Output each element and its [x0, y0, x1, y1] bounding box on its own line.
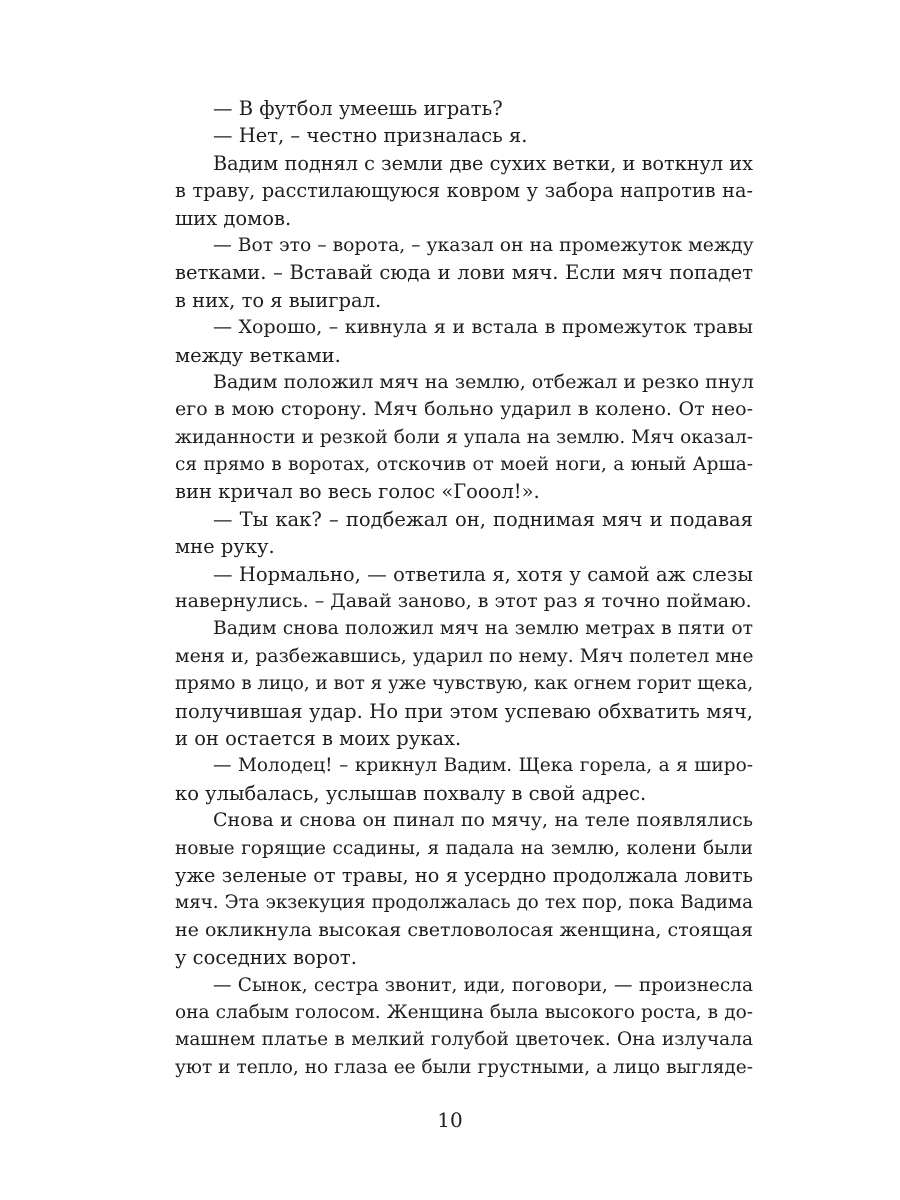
text-line: — Нет, – честно призналась я.: [213, 124, 528, 148]
text-line: Вадим положил мяч на землю, отбежал и резко пнул: [213, 370, 754, 393]
paragraph: [175, 561, 753, 616]
text-line: мне руку.: [175, 535, 275, 559]
paragraph: [175, 95, 753, 122]
page-body-text: [175, 95, 753, 1081]
paragraph: [175, 150, 753, 232]
text-line: в них, то я выиграл.: [175, 288, 382, 312]
text-line: новые горящие ссадины, я падала на землю, колени были: [175, 837, 753, 859]
paragraph: [175, 506, 753, 561]
paragraph: [175, 314, 753, 369]
text-line: прямо в лицо, и вот я уже чувствую, как огнем горит щека,: [175, 673, 754, 695]
paragraph: [175, 807, 753, 971]
paragraph: [175, 972, 753, 1082]
text-line: между ветками.: [175, 343, 341, 367]
text-line: Вадим снова положил мяч на землю метрах в пяти от: [213, 618, 753, 640]
text-line: Вадим поднял с земли две сухих ветки, и воткнул их: [213, 151, 753, 175]
text-line: у соседних ворот.: [175, 946, 357, 970]
text-line: уют и тепло, но глаза ее были грустными, а лицо выгляде-: [175, 1056, 753, 1078]
text-line: уже зеленые от травы, но я усердно продолжала ловить: [175, 863, 753, 887]
text-line: — Вот это – ворота, – указал он на промежуток между: [213, 234, 754, 256]
paragraph: [175, 752, 753, 807]
text-line: и он остается в моих руках.: [175, 726, 462, 750]
text-line: — Хорошо, – кивнула я и встала в промежуток травы: [213, 316, 753, 339]
text-line: — Молодец! – крикнул Вадим. Щека горела, а я широ-: [213, 755, 753, 777]
text-line: жиданности и резкой боли я упала на землю. Мяч оказал-: [175, 426, 753, 448]
text-line: его в мою сторону. Мяч больно ударил в колено. От нео-: [175, 398, 753, 421]
text-line: ко улыбалась, услышав похвалу в свой адрес.: [175, 781, 647, 805]
text-line: — В футбол умеешь играть?: [213, 97, 503, 120]
text-line: — Ты как? – подбежал он, поднимая мяч и подавая: [213, 507, 753, 531]
text-line: машнем платье в мелкий голубой цветочек. Она излучала: [175, 1029, 753, 1051]
text-line: — Нормально, — ответила я, хотя у самой аж слезы: [213, 562, 753, 586]
text-line: — Сынок, сестра звонит, иди, поговори, — произнесла: [213, 974, 753, 996]
text-line: не окликнула высокая светловолосая женщина, стоящая: [175, 918, 753, 941]
text-line: навернулись. – Давай заново, в этот раз я точно поймаю.: [175, 590, 752, 613]
paragraph: [175, 232, 753, 314]
text-line: ших домов.: [175, 206, 292, 230]
text-line: вин кричал во весь голос «Гооол!».: [175, 480, 540, 504]
page-number: 10: [437, 1108, 463, 1132]
text-line: она слабым голосом. Женщина была высокого роста, в до-: [175, 1001, 753, 1023]
paragraph: [175, 122, 753, 149]
text-line: ветками. – Вставай сюда и лови мяч. Если мяч попадет: [175, 261, 753, 285]
paragraph: [175, 369, 753, 506]
text-line: мяч. Эта экзекуция продолжалась до тех пор, пока Вадима: [175, 892, 753, 914]
text-line: в траву, расстилающуюся ковром у забора напротив на-: [175, 179, 753, 203]
text-line: Снова и снова он пинал по мячу, на теле появлялись: [213, 809, 753, 832]
text-line: меня и, разбежавшись, ударил по нему. Мяч полетел мне: [175, 645, 754, 667]
text-line: ся прямо в воротах, отскочив от моей ноги, а юный Арша-: [175, 454, 753, 476]
paragraph: [175, 615, 753, 752]
text-line: получившая удар. Но при этом успеваю обхватить мяч,: [175, 699, 753, 723]
